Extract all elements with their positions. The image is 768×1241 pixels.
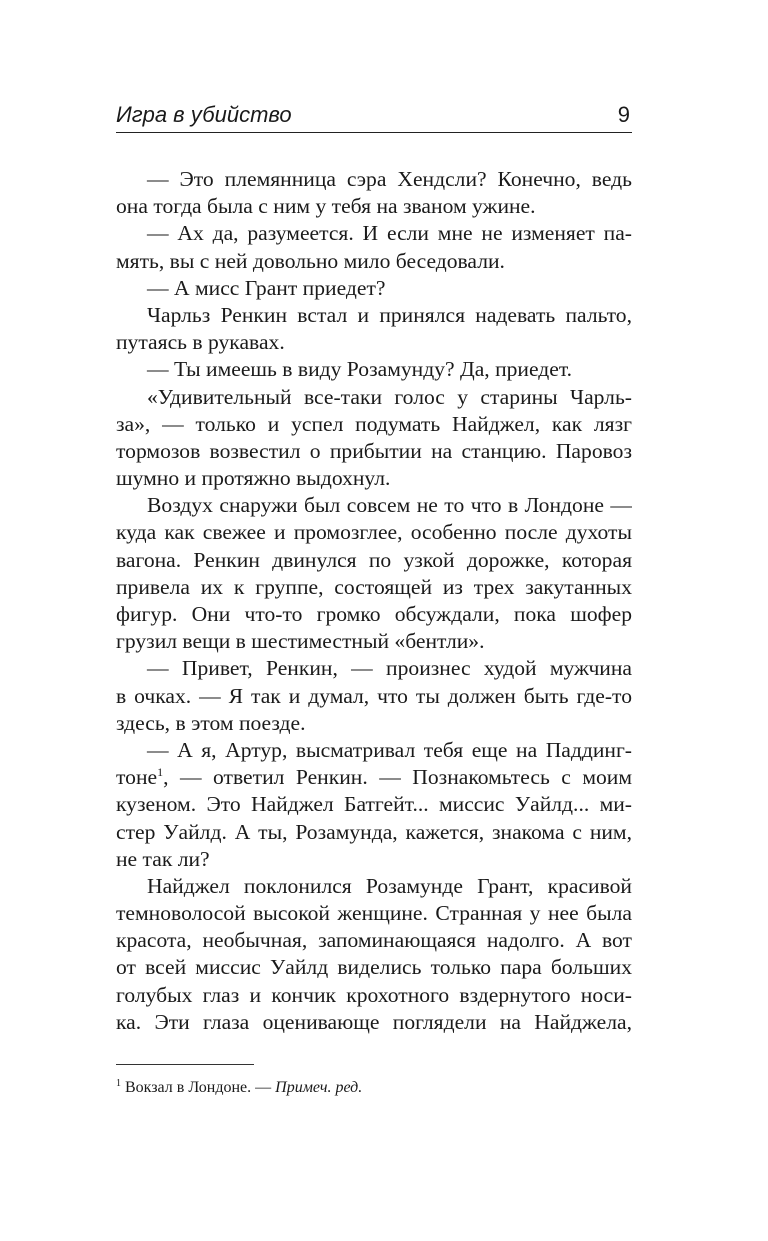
text-line-content: мять, вы с ней довольно мило беседовали. <box>116 248 505 273</box>
text-line <box>116 683 632 710</box>
text-line <box>116 737 632 764</box>
text-line-content: — А мисс Грант приедет? <box>147 275 386 300</box>
text-line <box>116 519 632 546</box>
text-line-content: ка. Эти глаза оценивающе поглядели на Найджела, <box>116 1009 632 1034</box>
text-line-content: тоне <box>116 765 158 790</box>
text-line-content: куда как свежее и промозглее, особенно после духоты <box>116 520 632 545</box>
text-line <box>116 166 632 193</box>
text-line <box>116 873 632 900</box>
header-rule <box>116 132 632 133</box>
footnote-rule <box>116 1064 254 1065</box>
text-line-content: красота, необычная, запоминающаяся надолго. А вот <box>116 928 632 953</box>
text-line <box>116 302 632 329</box>
text-line-content: привела их к группе, состоящей из трех закутанных <box>116 574 632 599</box>
text-line <box>116 384 632 411</box>
text-line-content: в очках. — Я так и думал, что ты должен быть где-то <box>116 683 632 708</box>
text-line-content: Воздух снаружи был совсем не то что в Лондоне — <box>147 493 632 518</box>
text-line-content: темноволосой высокой женщине. Странная у нее была <box>116 901 632 926</box>
text-line-content: путаясь в рукавах. <box>116 330 285 355</box>
text-line <box>116 438 632 465</box>
text-line <box>116 954 632 981</box>
text-line-content: не так ли? <box>116 846 210 871</box>
text-line <box>116 846 632 873</box>
text-line-content: , — ответил Ренкин. — Познакомьтесь с моим <box>163 765 632 790</box>
text-line <box>116 819 632 846</box>
text-line-content: шумно и протяжно выдохнул. <box>116 466 391 491</box>
text-line <box>116 628 632 655</box>
text-line-content: вагона. Ренкин двинулся по узкой дорожке, которая <box>116 547 632 572</box>
text-line-content: кузеном. Это Найджел Батгейт... миссис Уайлд... ми- <box>116 792 632 817</box>
text-line-content: — Привет, Ренкин, — произнес худой мужчина <box>147 656 632 681</box>
text-line-content: за», — только и успел подумать Найджел, как лязг <box>116 411 632 436</box>
text-line-content: стер Уайлд. А ты, Розамунда, кажется, знакома с ним, <box>116 819 632 844</box>
text-line <box>116 710 632 737</box>
text-line-content: Чарльз Ренкин встал и принялся надевать пальто, <box>147 302 632 327</box>
text-line <box>116 1009 632 1036</box>
text-line <box>116 655 632 682</box>
text-line-content: фигур. Они что-то громко обсуждали, пока шофер <box>116 602 632 626</box>
text-line <box>116 547 632 574</box>
text-line <box>116 574 632 601</box>
text-line-content: Найджел поклонился Розамунде Грант, красивой <box>147 873 632 898</box>
running-title: Игра в убийство <box>116 102 292 127</box>
text-line <box>116 492 632 519</box>
text-line-content: от всей миссис Уайлд виделись только пара больших <box>116 955 632 980</box>
text-line <box>116 275 632 302</box>
running-header <box>116 100 632 130</box>
footnote-number: 1 <box>116 1078 121 1089</box>
text-line <box>116 900 632 927</box>
text-line-content: грузил вещи в шестиместный «бентли». <box>116 629 485 654</box>
text-line-content: здесь, в этом поезде. <box>116 710 306 735</box>
page-number: 9 <box>617 102 630 127</box>
text-line <box>116 356 632 383</box>
text-line <box>116 465 632 492</box>
text-line <box>116 927 632 954</box>
text-line-content: голубых глаз и кончик крохотного вздернутого носи- <box>116 982 632 1007</box>
text-line <box>116 220 632 247</box>
text-line-content: «Удивительный все-таки голос у старины Чарль- <box>147 384 632 409</box>
footnote <box>116 1072 632 1100</box>
text-line-content: — Ты имеешь в виду Розамунду? Да, приедет. <box>147 357 573 382</box>
footnote-reference: 1 <box>157 765 164 780</box>
text-line <box>116 601 632 628</box>
text-line-content: тормозов возвестил о прибытии на станцию. Паровоз <box>116 438 632 463</box>
text-line-content: — Ах да, разумеется. И если мне не изменяет па- <box>147 221 632 246</box>
text-line <box>116 411 632 438</box>
body-text <box>116 166 632 1036</box>
text-line-content: — А я, Артур, высматривал тебя еще на Паддинг- <box>147 737 632 762</box>
text-line <box>116 791 632 818</box>
text-line <box>116 193 632 220</box>
text-line <box>116 982 632 1009</box>
text-line-content: — Это племянница сэра Хендсли? Конечно, ведь <box>147 167 632 191</box>
text-line-content: она тогда была с ним у тебя на званом ужине. <box>116 194 536 219</box>
text-line <box>116 248 632 275</box>
footnote-text: Вокзал в Лондоне. — <box>121 1079 276 1096</box>
text-line <box>116 764 632 791</box>
footnote-editor-note: Примеч. ред. <box>275 1079 363 1096</box>
text-line <box>116 329 632 356</box>
